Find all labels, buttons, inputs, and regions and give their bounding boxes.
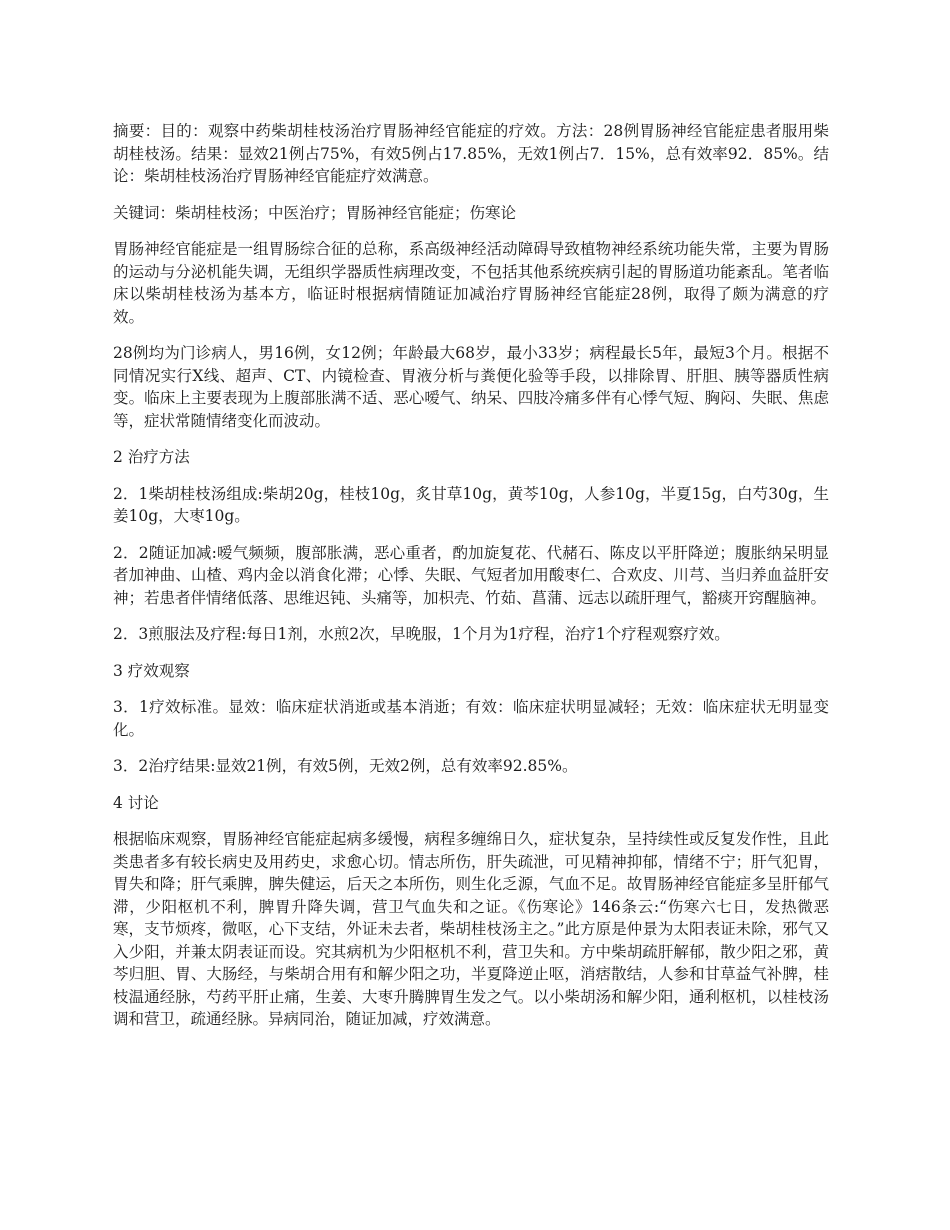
section-heading-discussion: 4 讨论 (113, 793, 159, 812)
subsection-2-2: 2．2随证加减:嗳气频频，腹部胀满，恶心重者，酌加旋复花、代赭石、陈皮以平肝降逆；腹胀纳呆明显者加神曲、山楂、鸡内金以消食化滞；心悸、失眠、气短者加用酸枣仁、合欢皮、川芎、当归养血益肝安神；若患者伴情绪低落、思维迟钝、头痛等，加枳壳、竹茹、菖蒲、远志以疏肝理气，豁痰开窍醒脑神。 (113, 543, 829, 607)
intro-paragraph: 胃肠神经官能症是一组胃肠综合征的总称，系高级神经活动障碍导致植物神经系统功能失常，主要为胃肠的运动与分泌机能失调，无组织学器质性病理改变，不包括其他系统疾病引起的胃肠道功能紊乱。笔者临床以柴胡桂枝汤为基本方，临证时根据病情随证加减治疗胃肠神经官能症28例，取得了颇为满意的疗效。 (113, 240, 829, 326)
section-heading-treatment: 2 治疗方法 (113, 448, 190, 466)
discussion-paragraph: 根据临床观察，胃肠神经官能症起病多缓慢，病程多缠绵日久，症状复杂，呈持续性或反复发作性，且此类患者多有较长病史及用药史，求愈心切。情志所伤，肝失疏泄，可见精神抑郁，情绪不宁；肝气犯胃，胃失和降；肝气乘脾，脾失健运，后天之本所伤，则生化乏源，气血不足。故胃肠神经官能症多呈肝郁气滞，少阳枢机不利，脾胃升降失调，营卫气血失和之证。《伤寒论》146条云:“伤寒六七日，发热微恶寒，支节烦疼，微呕，心下支结，外证未去者，柴胡桂枝汤主之。”此方原是仲景为太阳表证未除，邪气又入少阳，并兼太阴表证而设。究其病机为少阳枢机不利，营卫失和。方中柴胡疏肝解郁，散少阳之邪，黄芩归胆、胃、大肠经，与柴胡合用有和解少阳之功，半夏降逆止呕，消痞散结，人参和甘草益气补脾，桂枝温通经脉，芍药平肝止痛，生姜、大枣升腾脾胃生发之气。以小柴胡汤和解少阳，通利枢机，以桂枝汤调和营卫，疏通经脉。异病同治，随证加减，疗效满意。 (113, 830, 829, 1028)
keywords-paragraph: 关键词：柴胡桂枝汤；中医治疗；胃肠神经官能症；伤寒论 (113, 203, 517, 222)
patients-paragraph: 28例均为门诊病人，男16例，女12例；年龄最大68岁，最小33岁；病程最长5年，最短3个月。根据不同情况实行X线、超声、CT、内镜检查、胃液分析与粪便化验等手段，以排除胃、肝胆、胰等器质性病变。临床上主要表现为上腹部胀满不适、恶心嗳气、纳呆、四肢冷痛多伴有心悸气短、胸闷、失眠、焦虑等，症状常随情绪变化而波动。 (113, 344, 829, 430)
subsection-3-1: 3．1疗效标准。显效：临床症状消逝或基本消逝；有效：临床症状明显减轻；无效：临床症状无明显变化。 (113, 698, 829, 739)
document-body (113, 120, 829, 1045)
section-heading-efficacy: 3 疗效观察 (113, 661, 190, 680)
abstract-paragraph: 摘要：目的：观察中药柴胡桂枝汤治疗胃肠神经官能症的疗效。方法：28例胃肠神经官能症患者服用柴胡桂枝汤。结果：显效21例占75%，有效5例占17.85%，无效1例占7．15%，总有效率92．85%。结论：柴胡桂枝汤治疗胃肠神经官能症疗效满意。 (113, 122, 829, 185)
subsection-3-2: 3．2治疗结果:显效21例，有效5例，无效2例，总有效率92.85%。 (113, 757, 578, 775)
subsection-2-1: 2．1柴胡桂枝汤组成:柴胡20g，桂枝10g，炙甘草10g，黄芩10g，人参10g，半夏15g，白芍30g，生姜10g，大枣10g。 (113, 484, 829, 525)
subsection-2-3: 2．3煎服法及疗程:每日1剂，水煎2次，早晚服，1个月为1疗程，治疗1个疗程观察疗效。 (113, 625, 730, 643)
